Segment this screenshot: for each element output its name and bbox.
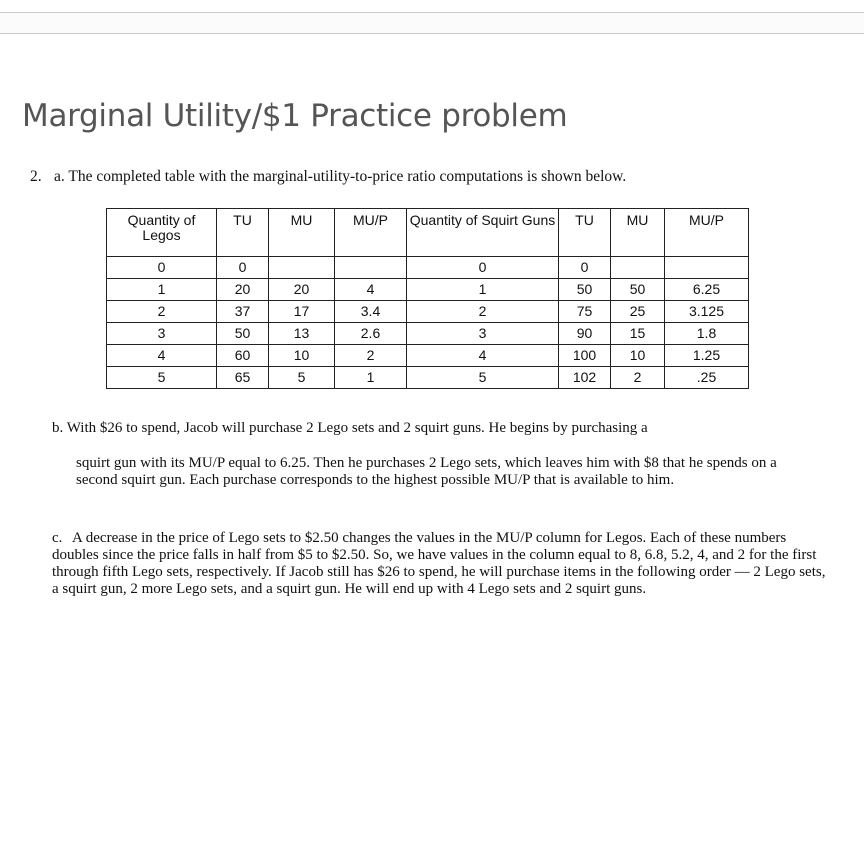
table-cell: 6.25 [665, 279, 749, 301]
header-tu-guns: TU [559, 209, 611, 257]
table-cell: 50 [559, 279, 611, 301]
table-cell: 3 [407, 323, 559, 345]
table-cell: .25 [665, 367, 749, 389]
table-cell: 25 [611, 301, 665, 323]
table-cell: 2 [335, 345, 407, 367]
table-cell: 0 [107, 257, 217, 279]
table-cell: 20 [269, 279, 335, 301]
part-a-text: a. The completed table with the marginal-utility-to-price ratio computations is shown below. [54, 168, 627, 185]
table-cell: 3.4 [335, 301, 407, 323]
table-row [107, 257, 749, 279]
header-mu-legos: MU [269, 209, 335, 257]
question-number: 2. [30, 168, 42, 185]
table-cell: 102 [559, 367, 611, 389]
table-cell: 100 [559, 345, 611, 367]
table-cell: 5 [407, 367, 559, 389]
table-cell: 4 [407, 345, 559, 367]
table-cell: 3 [107, 323, 217, 345]
table-cell: 5 [269, 367, 335, 389]
table-cell: 37 [217, 301, 269, 323]
part-c-text: A decrease in the price of Lego sets to $2.50 changes the values in the MU/P column for Legos. Each of these numbers doubles since the price falls in half from $5 to $2.50. So, we have values in the column equal to 8, 6.8, 5.2, 4, and 2 for the first through fifth Lego sets, respectively. If Jacob still has $26 to spend, he will purchase items in the following order — 2 Lego sets, a squirt gun, 2 more Lego sets, and a squirt gun. He will end up with 4 Lego sets and 2 squirt guns. [52, 530, 826, 597]
table-row [107, 323, 749, 345]
question-part-a [30, 168, 626, 186]
table-cell: 1 [407, 279, 559, 301]
table-cell [611, 257, 665, 279]
slide-title: Marginal Utility/$1 Practice problem [22, 98, 568, 134]
table-cell: 2 [107, 301, 217, 323]
table-cell: 50 [217, 323, 269, 345]
part-c-label: c. [52, 530, 63, 546]
table-cell: 1 [335, 367, 407, 389]
header-tu-legos: TU [217, 209, 269, 257]
table-cell [665, 257, 749, 279]
table-cell: 60 [217, 345, 269, 367]
table-cell: 1.25 [665, 345, 749, 367]
table-cell [269, 257, 335, 279]
table-row [107, 345, 749, 367]
table-cell: 10 [269, 345, 335, 367]
top-toolbar-strip [0, 12, 864, 34]
part-c-paragraph [52, 530, 826, 598]
table-header-row [107, 209, 749, 257]
header-mu-guns: MU [611, 209, 665, 257]
table-cell: 0 [559, 257, 611, 279]
header-quantity-legos: Quantity of Legos [107, 209, 217, 257]
table-cell: 20 [217, 279, 269, 301]
table-row [107, 279, 749, 301]
table-cell: 2 [407, 301, 559, 323]
table-cell: 3.125 [665, 301, 749, 323]
table-cell [335, 257, 407, 279]
table-cell: 65 [217, 367, 269, 389]
table-cell: 15 [611, 323, 665, 345]
table-cell: 13 [269, 323, 335, 345]
header-quantity-squirt-guns: Quantity of Squirt Guns [407, 209, 559, 257]
part-b-first-line: b. With $26 to spend, Jacob will purchase 2 Lego sets and 2 squirt guns. He begins by purchasing a [52, 420, 648, 436]
table-cell: 90 [559, 323, 611, 345]
table-row [107, 367, 749, 389]
table-cell: 1.8 [665, 323, 749, 345]
table-row [107, 301, 749, 323]
table-cell: 2 [611, 367, 665, 389]
table-cell: 0 [407, 257, 559, 279]
table-cell: 1 [107, 279, 217, 301]
table-cell: 75 [559, 301, 611, 323]
header-mup-guns: MU/P [665, 209, 749, 257]
table-cell: 10 [611, 345, 665, 367]
table-cell: 4 [107, 345, 217, 367]
table-cell: 4 [335, 279, 407, 301]
table-cell: 17 [269, 301, 335, 323]
marginal-utility-table [106, 208, 749, 389]
table-cell: 2.6 [335, 323, 407, 345]
part-b-continuation: squirt gun with its MU/P equal to 6.25. Then he purchases 2 Lego sets, which leaves him with $8 that he spends on a second squirt gun. Each purchase corresponds to the highest possible MU/P that is available to him. [76, 455, 777, 488]
table-cell: 5 [107, 367, 217, 389]
table-cell: 50 [611, 279, 665, 301]
table-cell: 0 [217, 257, 269, 279]
header-mup-legos: MU/P [335, 209, 407, 257]
